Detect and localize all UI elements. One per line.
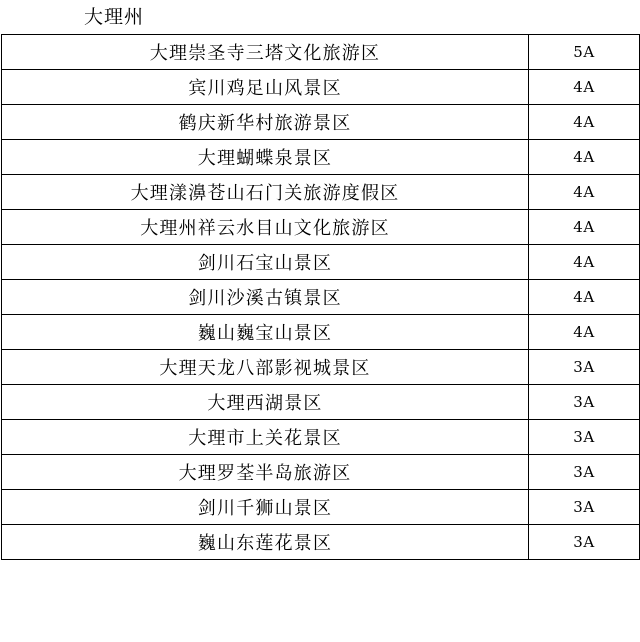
table-row — [2, 385, 640, 420]
cell-scenic-area-name: 大理州祥云水目山文化旅游区 — [2, 210, 529, 245]
cell-scenic-area-name: 宾川鸡足山风景区 — [2, 70, 529, 105]
cell-scenic-area-grade: 4A — [529, 245, 640, 280]
table-row — [2, 525, 640, 560]
scenic-area-table — [1, 34, 640, 560]
cell-scenic-area-name: 鹤庆新华村旅游景区 — [2, 105, 529, 140]
table-row — [2, 455, 640, 490]
table-row — [2, 175, 640, 210]
table-row — [2, 315, 640, 350]
cell-scenic-area-grade: 4A — [529, 175, 640, 210]
cell-scenic-area-name: 剑川石宝山景区 — [2, 245, 529, 280]
cell-scenic-area-grade: 4A — [529, 105, 640, 140]
cell-scenic-area-grade: 5A — [529, 35, 640, 70]
table-row — [2, 490, 640, 525]
table-row — [2, 140, 640, 175]
cell-scenic-area-name: 大理西湖景区 — [2, 385, 529, 420]
table-row — [2, 35, 640, 70]
cell-scenic-area-grade: 4A — [529, 70, 640, 105]
cell-scenic-area-grade: 3A — [529, 525, 640, 560]
cell-scenic-area-name: 大理漾濞苍山石门关旅游度假区 — [2, 175, 529, 210]
table-row — [2, 245, 640, 280]
cell-scenic-area-grade: 4A — [529, 210, 640, 245]
cell-scenic-area-grade: 3A — [529, 420, 640, 455]
cell-scenic-area-grade: 3A — [529, 385, 640, 420]
table-row — [2, 420, 640, 455]
cell-scenic-area-grade: 4A — [529, 140, 640, 175]
table-row — [2, 70, 640, 105]
page-title: 大理州 — [84, 6, 145, 28]
cell-scenic-area-name: 大理蝴蝶泉景区 — [2, 140, 529, 175]
cell-scenic-area-grade: 3A — [529, 490, 640, 525]
cell-scenic-area-name: 剑川沙溪古镇景区 — [2, 280, 529, 315]
cell-scenic-area-grade: 4A — [529, 280, 640, 315]
cell-scenic-area-name: 大理罗荃半岛旅游区 — [2, 455, 529, 490]
cell-scenic-area-name: 巍山巍宝山景区 — [2, 315, 529, 350]
table-body — [2, 35, 640, 560]
cell-scenic-area-grade: 4A — [529, 315, 640, 350]
table-row — [2, 210, 640, 245]
table-row — [2, 280, 640, 315]
table-row — [2, 350, 640, 385]
cell-scenic-area-name: 大理天龙八部影视城景区 — [2, 350, 529, 385]
cell-scenic-area-grade: 3A — [529, 455, 640, 490]
cell-scenic-area-name: 大理崇圣寺三塔文化旅游区 — [2, 35, 529, 70]
table-row — [2, 105, 640, 140]
cell-scenic-area-name: 大理市上关花景区 — [2, 420, 529, 455]
cell-scenic-area-name: 巍山东莲花景区 — [2, 525, 529, 560]
cell-scenic-area-grade: 3A — [529, 350, 640, 385]
cell-scenic-area-name: 剑川千狮山景区 — [2, 490, 529, 525]
